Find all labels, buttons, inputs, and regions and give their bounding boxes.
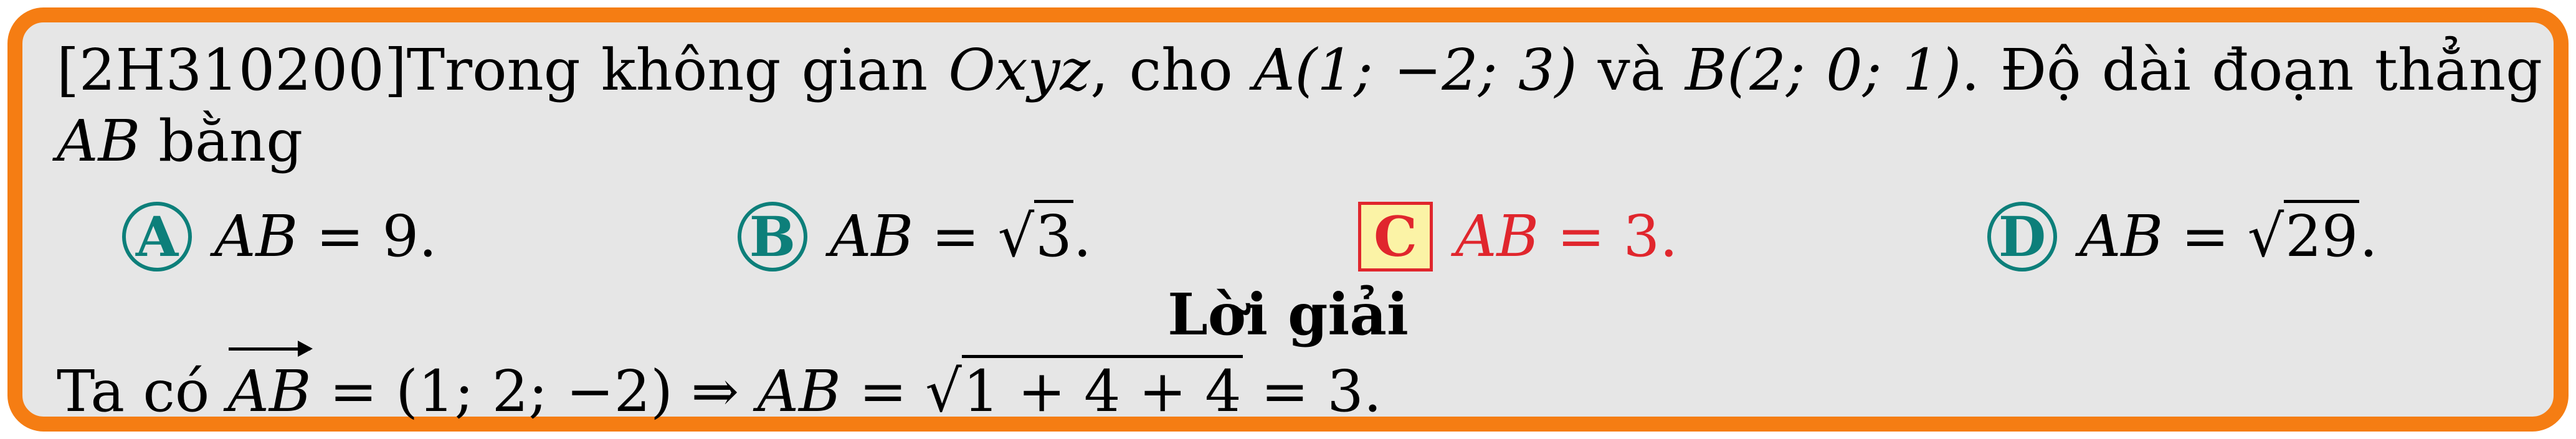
solution-result: = 3.: [1242, 358, 1382, 425]
option-b[interactable]: [738, 194, 1091, 278]
problem-code: [2H310200]: [57, 37, 407, 103]
vector-value: = (1; 2; −2) ⇒: [311, 358, 758, 425]
option-d-eq: =: [2163, 203, 2248, 270]
option-d-label: D: [1987, 202, 2057, 271]
option-c-label: C: [1358, 202, 1433, 271]
segment-name: AB: [57, 108, 141, 174]
solution-line: [57, 356, 1382, 427]
solution-prefix: Ta có: [57, 358, 228, 425]
option-c-eq: =: [1539, 203, 1623, 270]
option-a-label: A: [122, 202, 192, 271]
option-a[interactable]: [122, 194, 437, 278]
point-a: A(1; −2; 3): [1253, 37, 1577, 103]
sqrt-sign: √: [925, 358, 962, 425]
option-c-end: .: [1660, 203, 1678, 270]
answer-options: [122, 194, 2552, 278]
option-d-lhs: AB: [2079, 203, 2164, 270]
problem-statement: [57, 35, 2542, 177]
problem-text-before: Trong không gian: [406, 37, 949, 103]
problem-text-last: bằng: [140, 108, 303, 174]
option-b-radicand: 3: [1034, 200, 1073, 270]
option-a-eq: =: [298, 203, 383, 270]
option-b-lhs: AB: [830, 203, 914, 270]
solution-eq: =: [840, 358, 926, 425]
option-c-lhs: AB: [1455, 203, 1539, 270]
option-b-end: .: [1073, 203, 1092, 270]
vector-arrow-icon: [229, 347, 310, 351]
option-d-end: .: [2359, 203, 2378, 270]
solution-sqrt: [925, 356, 1242, 427]
option-d-sqrt: [2248, 203, 2360, 270]
option-a-value: 9: [382, 203, 419, 270]
option-a-lhs: AB: [214, 203, 298, 270]
point-b: B(2; 0; 1): [1685, 37, 1962, 103]
sqrt-sign: √: [997, 203, 1035, 270]
problem-text-mid: , cho: [1090, 37, 1254, 103]
option-c-value: 3: [1623, 203, 1660, 270]
option-d[interactable]: [1987, 194, 2378, 278]
space-name: Oxyz: [948, 37, 1091, 103]
sqrt-sign: √: [2247, 203, 2284, 270]
problem-text-and: và: [1577, 37, 1685, 103]
vector-ab: [227, 356, 311, 427]
option-b-eq: =: [913, 203, 998, 270]
solution-heading: Lời giải: [1167, 281, 1409, 348]
question-card: [7, 7, 2569, 432]
vector-name: AB: [227, 358, 311, 425]
option-b-sqrt: [998, 203, 1073, 270]
problem-text-end: . Độ dài đoạn thẳng: [1961, 37, 2543, 103]
solution-lhs: AB: [757, 358, 841, 425]
option-d-radicand: 29: [2284, 200, 2359, 270]
solution-radicand: 1 + 4 + 4: [962, 355, 1243, 425]
option-c[interactable]: [1358, 194, 1678, 278]
option-b-label: B: [738, 202, 807, 271]
option-a-end: .: [419, 203, 437, 270]
